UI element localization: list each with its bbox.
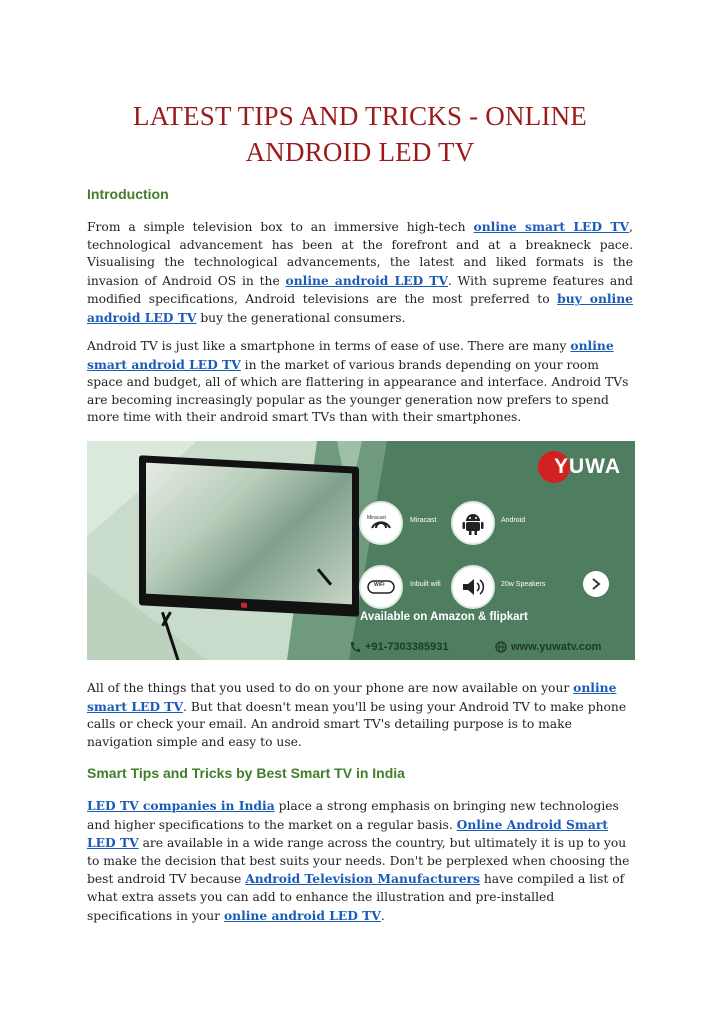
android-tv-paragraph	[87, 337, 633, 427]
link-online-android-smart-led-tv[interactable]: Online Android Smart LED TV	[87, 816, 609, 851]
link-online-smart-led-tv-2[interactable]: online smart LED TV	[87, 680, 617, 714]
text-run: Android TV is just like a smartphone in terms of ease of use. There are many	[87, 339, 571, 353]
text-run: have compiled a list of what extra assets you can add to enhance the illustration and pre-installed specifications in your	[87, 872, 625, 923]
link-buy-online-android-led-tv[interactable]: buy online android LED TV	[87, 291, 633, 325]
miracast-icon-caption: Miracast	[367, 515, 386, 521]
speaker-icon	[451, 565, 495, 609]
link-online-android-led-tv[interactable]: online android LED TV	[285, 272, 448, 288]
intro-heading: Introduction	[87, 186, 169, 202]
tv-logo-dot	[241, 603, 247, 608]
text-run: are available in a wide range across the country, but ultimately it is up to you to make the decision that best suits your needs. Don't be perplexed when choosing the best android TV because	[87, 836, 630, 887]
text-run: , technological advancement has been at the forefront and at a breakneck pace. Visualising the technological advancements, the latest and liked formats is the invasion of Android OS in the	[87, 220, 633, 288]
link-online-smart-android-led-tv[interactable]: online smart android LED TV	[87, 338, 614, 372]
text-run: buy the generational consumers.	[196, 310, 406, 325]
text-run: . With supreme features and modified specifications, Android televisions are the most preferred to	[87, 273, 633, 307]
android-icon	[451, 501, 495, 545]
text-run: From a simple television box to an immersive high-tech	[87, 220, 474, 234]
text-run: place a strong emphasis on bringing new technologies and higher specifications to the market on a regular basis.	[87, 799, 619, 832]
next-arrow-button[interactable]	[583, 571, 609, 597]
miracast-icon	[359, 501, 403, 545]
phone-number: +91-7303385931	[365, 641, 449, 653]
chevron-right-icon	[591, 578, 601, 590]
page-title: LATEST TIPS AND TRICKS - ONLINE ANDROID LED TV	[133, 101, 587, 167]
availability-text: Available on Amazon & flipkart	[360, 611, 528, 623]
inbuilt-wifi-label: Inbuilt wifi	[410, 581, 441, 588]
logo-text: YUWA	[554, 455, 621, 478]
globe-icon	[495, 641, 507, 653]
phone-icon	[349, 641, 361, 653]
android-label: Android	[501, 517, 526, 524]
website-url: www.yuwatv.com	[511, 641, 602, 653]
yuwa-logo	[538, 449, 624, 485]
phone-features-paragraph	[87, 679, 633, 751]
miracast-label: Miracast	[410, 517, 437, 524]
text-run: in the market of various brands depending on your room space and budget, all of which are flattering in appearance and interface. Android TVs are becoming increasingly popular as the younger generation now prefers to spend more time with their android smart TVs than with their smartphones.	[87, 357, 629, 425]
tips-paragraph	[87, 797, 633, 925]
wifi-icon-caption: WiFi	[374, 582, 385, 588]
link-led-tv-companies[interactable]: LED TV companies in India	[87, 798, 275, 813]
link-android-television-manufacturers[interactable]: Android Television Manufacturers	[245, 871, 480, 887]
text-run: .	[380, 908, 385, 923]
text-run: . But that doesn't mean you'll be using your Android TV to make phone calls or check your email. An android smart TV's detailing purpose is to make navigation simple and easy to use.	[87, 699, 627, 749]
section-heading: Smart Tips and Tricks by Best Smart TV in India	[87, 765, 405, 781]
tv-screen	[146, 463, 352, 605]
text-run: All of the things that you used to do on your phone are now available on your	[87, 681, 574, 695]
product-banner	[87, 441, 635, 660]
speakers-label: 20w Speakers	[501, 581, 546, 588]
tv-image	[139, 455, 359, 617]
link-online-smart-led-tv[interactable]: online smart LED TV	[473, 219, 630, 234]
link-online-android-led-tv-2[interactable]: online android LED TV	[223, 907, 381, 923]
intro-paragraph	[87, 218, 633, 328]
